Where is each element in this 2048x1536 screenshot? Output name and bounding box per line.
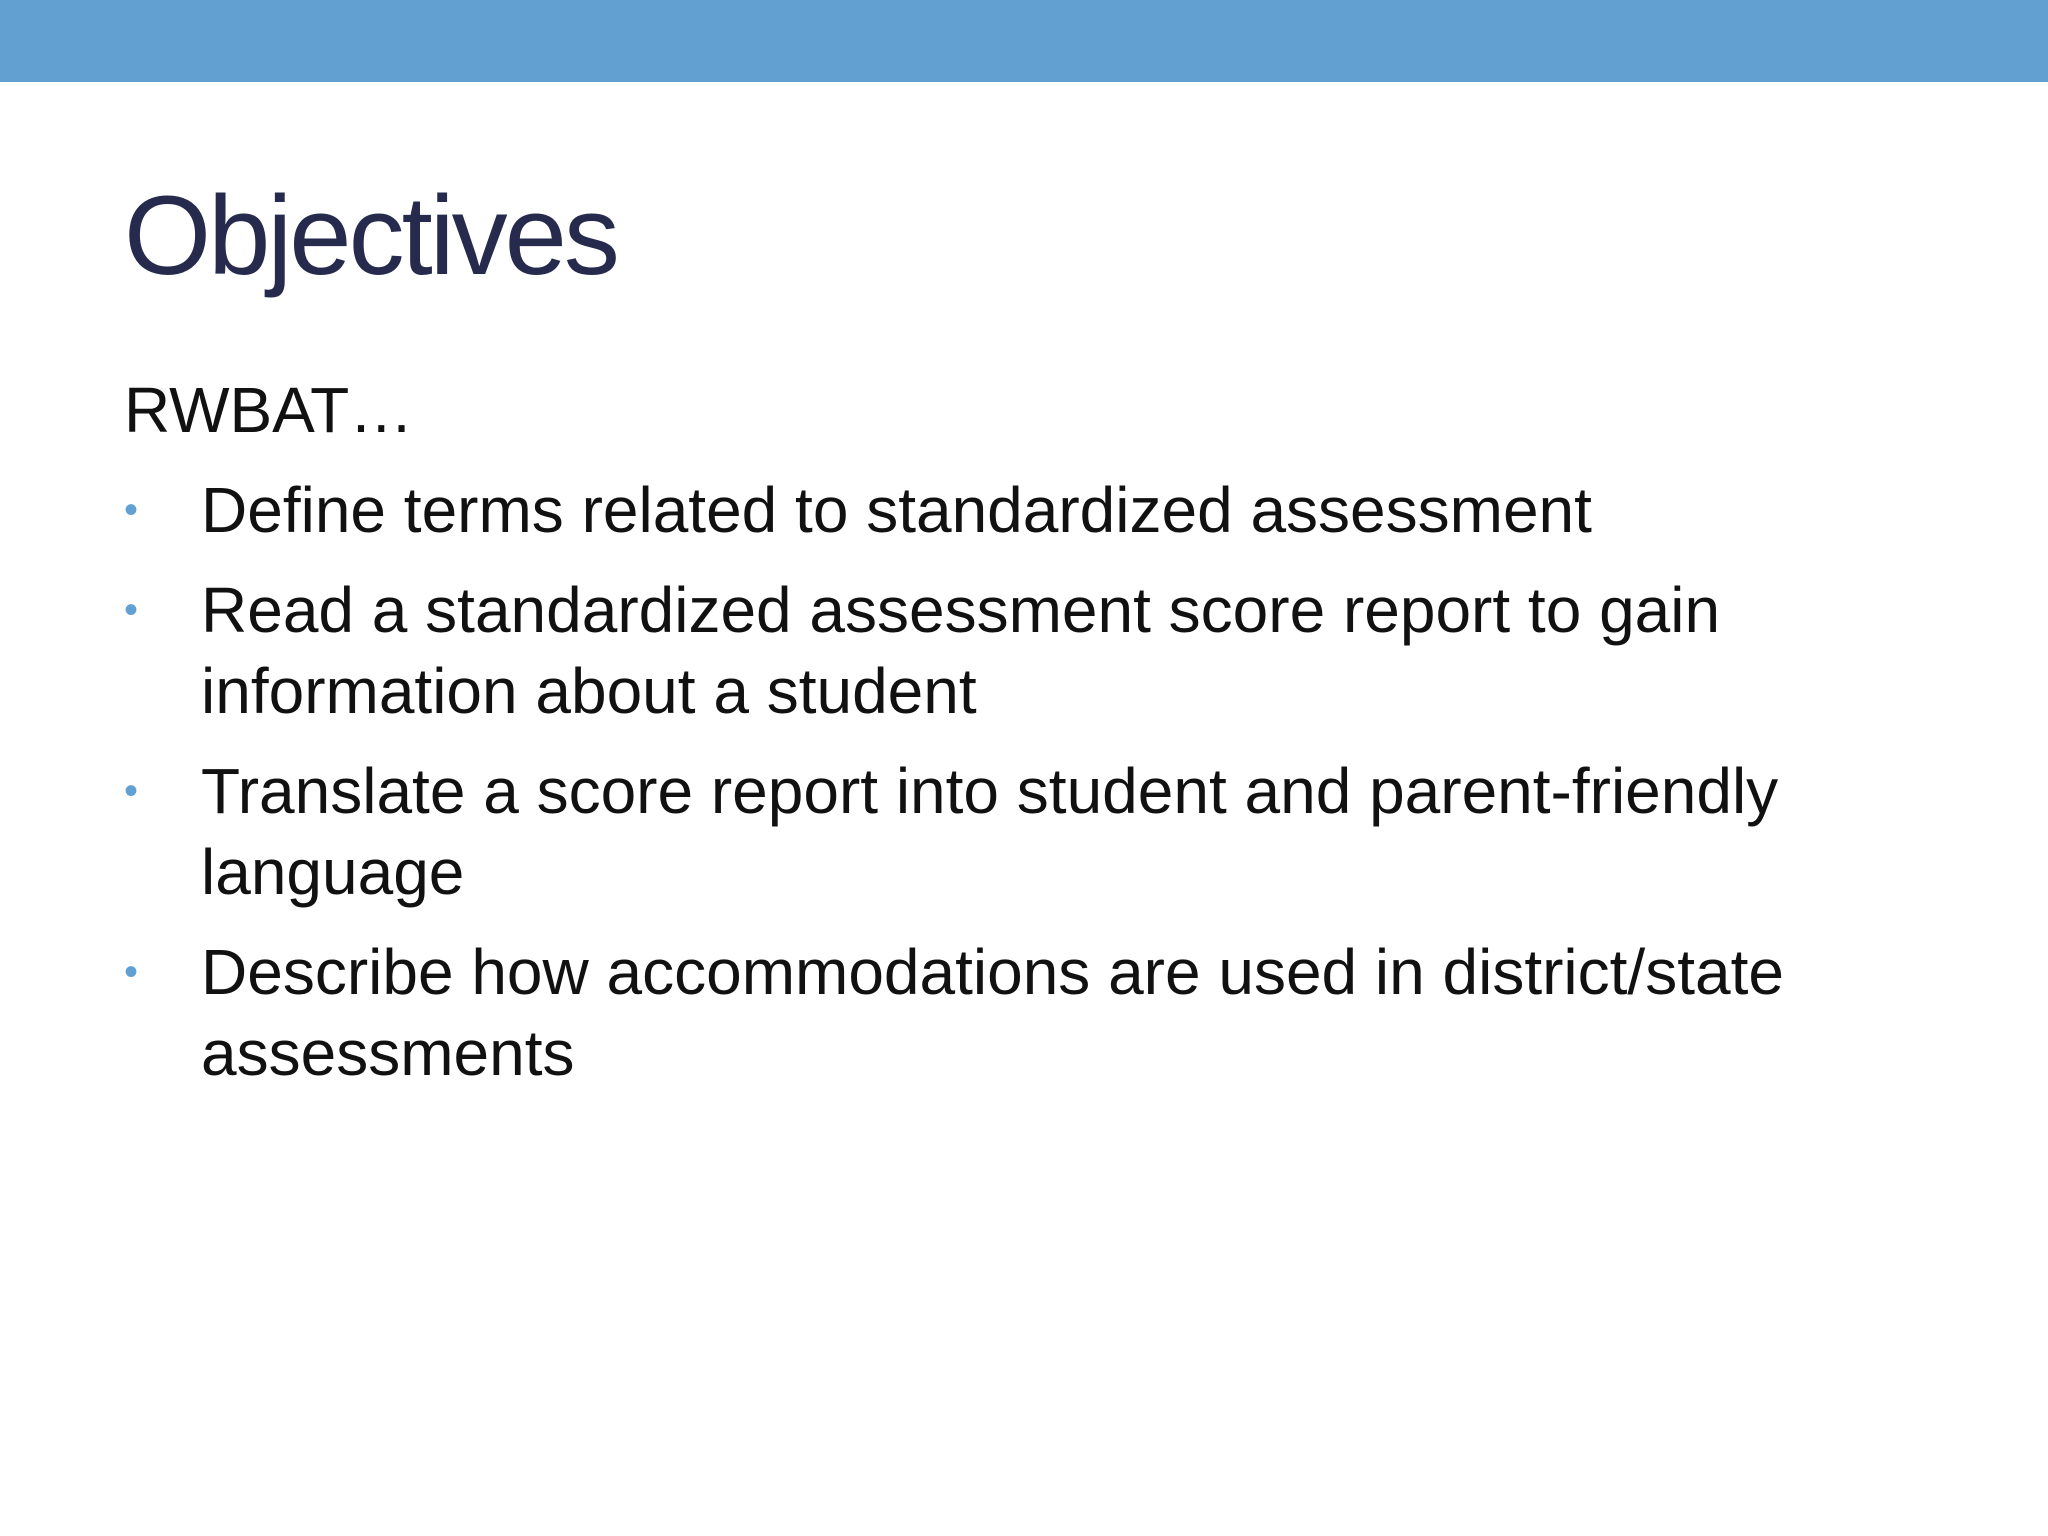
list-item bbox=[124, 570, 1924, 732]
slide-title: Objectives bbox=[124, 173, 617, 298]
objectives-list bbox=[124, 470, 1924, 1094]
bullet-icon: • bbox=[124, 950, 139, 994]
list-item-text: Describe how accommodations are used in district/state assessments bbox=[201, 936, 1784, 1089]
list-item-text: Read a standardized assessment score report to gain information about a student bbox=[201, 574, 1721, 727]
list-item-text: Define terms related to standardized assessment bbox=[201, 474, 1592, 546]
top-accent-bar bbox=[0, 0, 2048, 82]
bullet-icon: • bbox=[124, 769, 139, 813]
list-item bbox=[124, 932, 1924, 1094]
list-item-text: Translate a score report into student and parent-friendly language bbox=[201, 755, 1779, 908]
bullet-icon: • bbox=[124, 488, 139, 532]
list-item bbox=[124, 751, 1924, 913]
bullet-icon: • bbox=[124, 588, 139, 632]
list-item bbox=[124, 470, 1924, 551]
intro-text: RWBAT… bbox=[124, 374, 414, 446]
slide-body bbox=[124, 370, 1924, 1113]
